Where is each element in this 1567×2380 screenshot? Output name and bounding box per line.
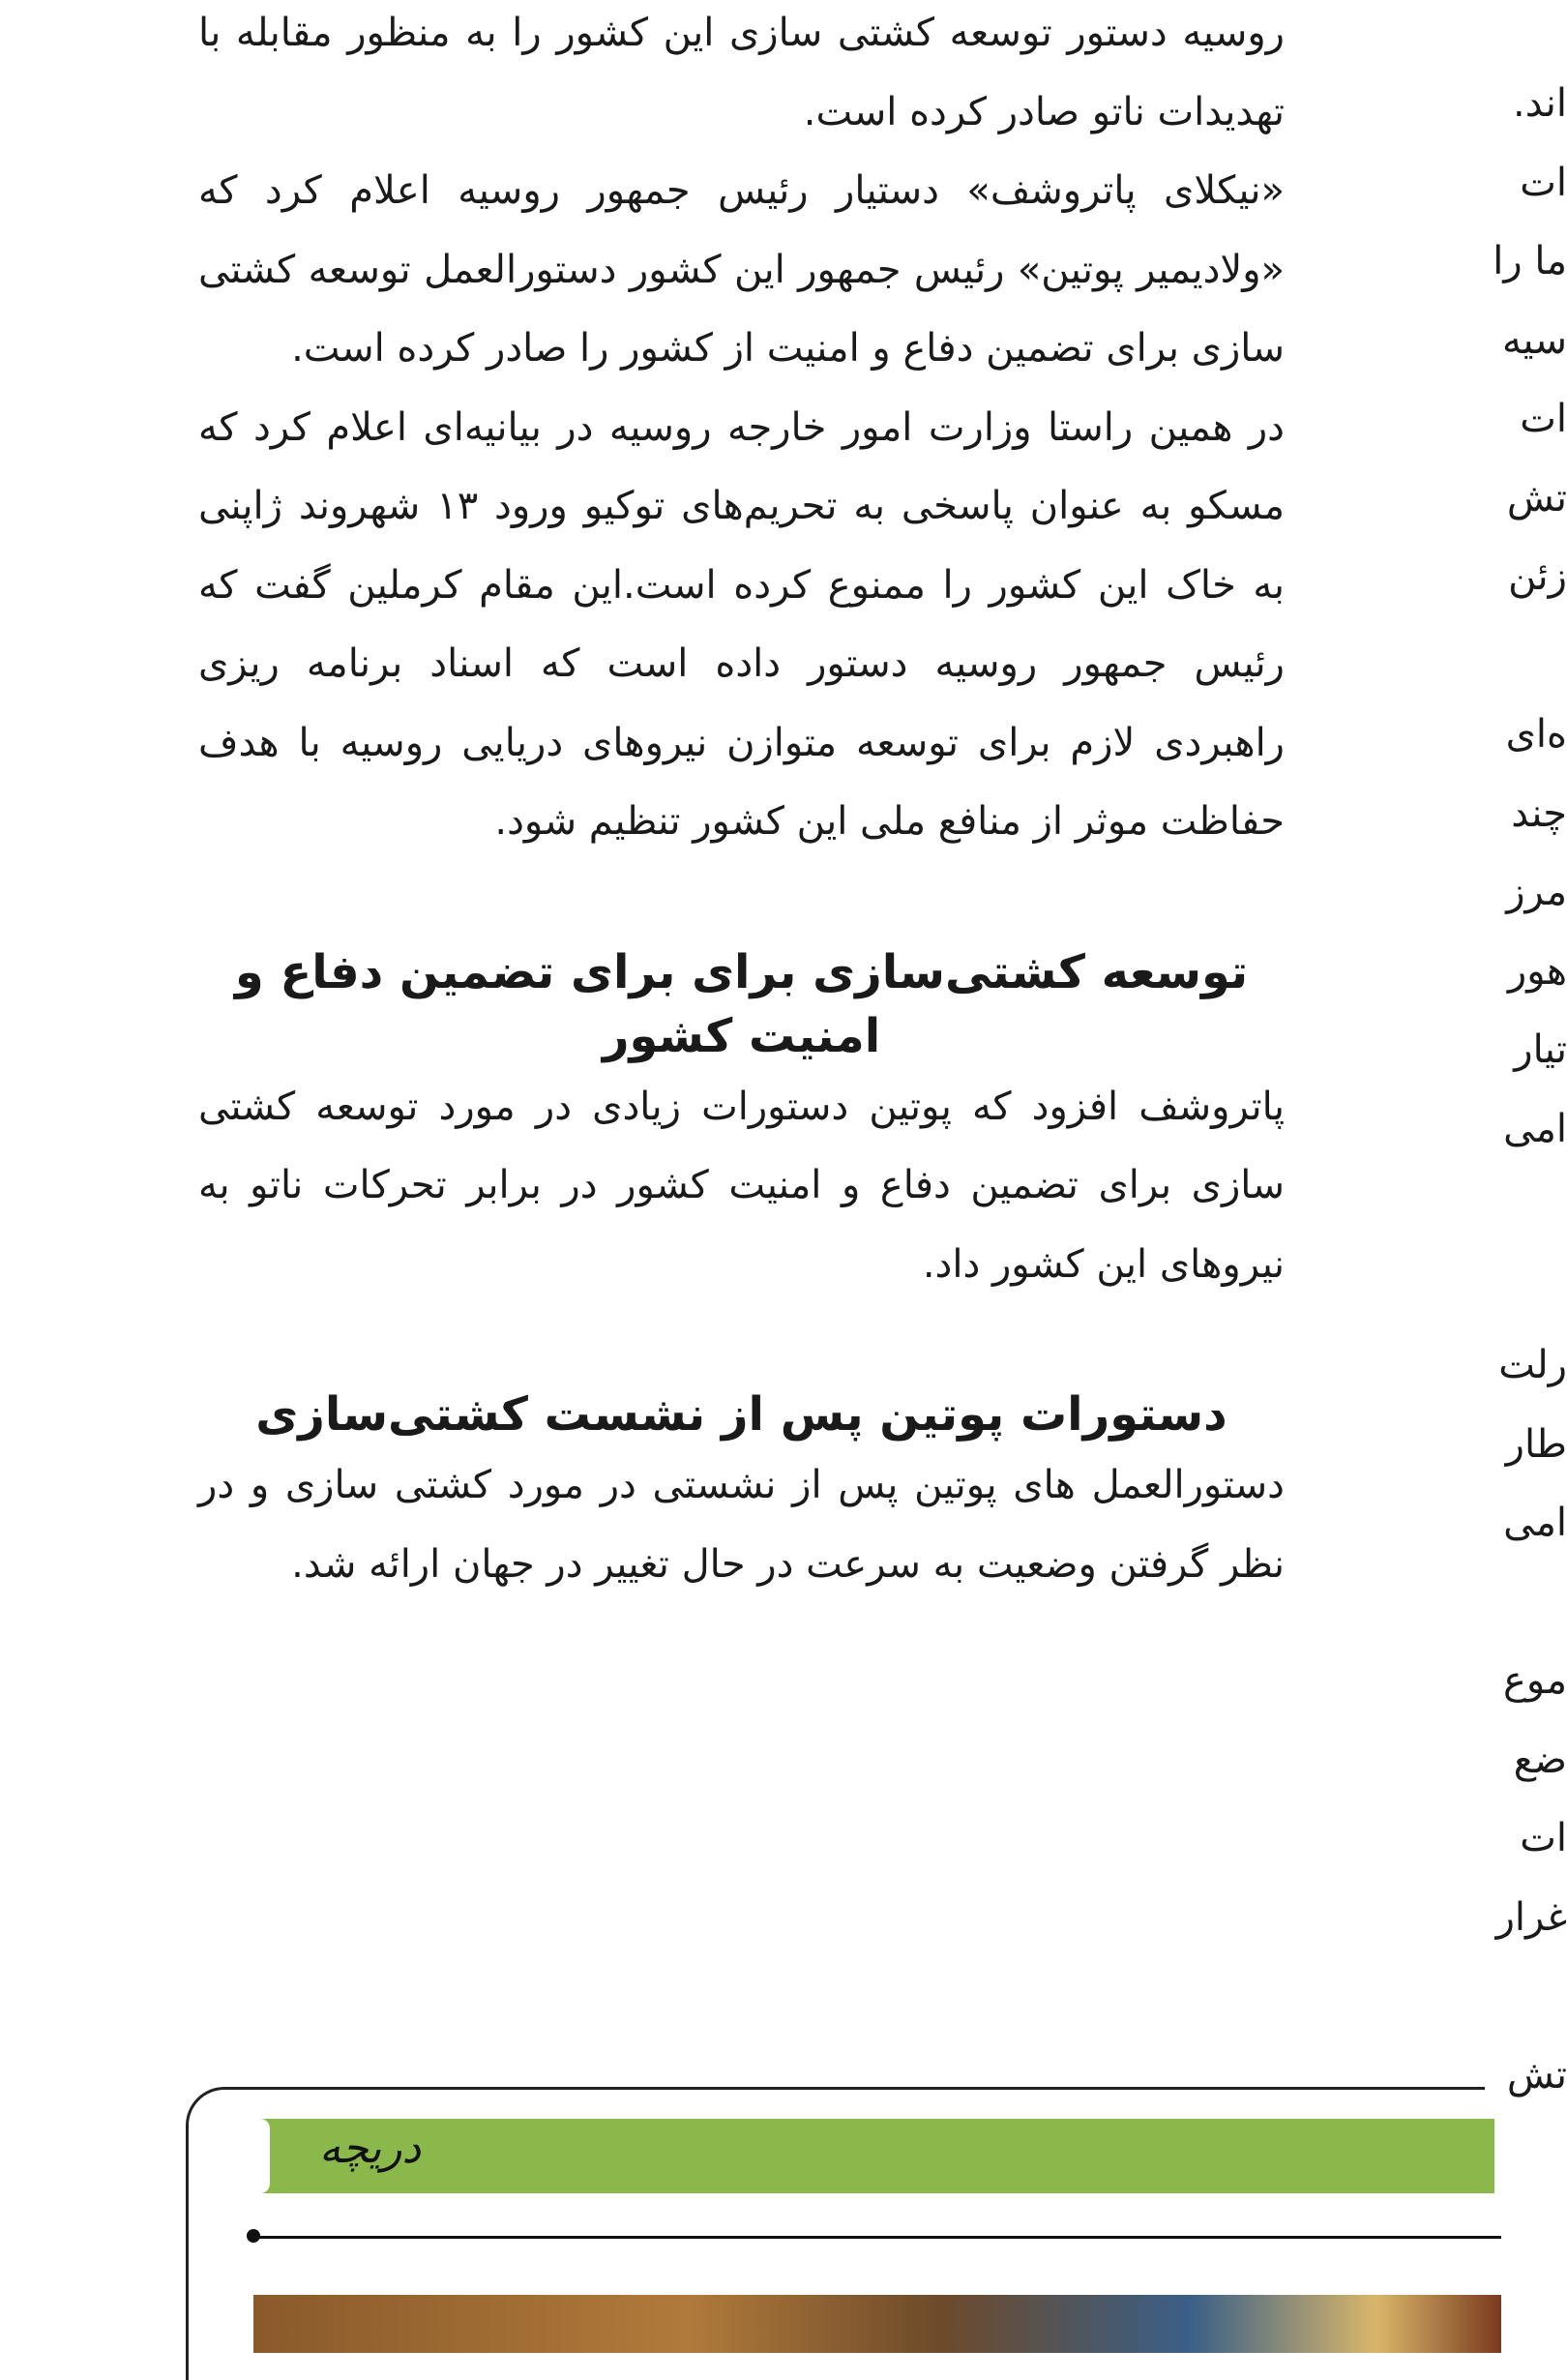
sidebar-box-divider (253, 2236, 1501, 2239)
right-column-fragment: موع (1503, 1658, 1567, 1703)
right-column-fragment: زئن (1508, 554, 1567, 599)
article-paragraph-2: «نیکلای پاتروشف» دستیار رئیس جمهور روسیه اعلام کرد که «ولادیمیر پوتین» رئیس جمهور این کشور دستورالعمل توسعه کشتی سازی برای تضمین دفاع و امنیت از کشور را صادر کرده است. (198, 168, 1285, 371)
article-paragraph-1: روسیه دستور توسعه کشتی سازی این کشور را به منظور مقابله با تهدیدات ناتو صادر کرده است. (198, 11, 1285, 134)
sidebar-box-label: دریچه (319, 2124, 422, 2173)
right-column-fragment (1374, 1248, 1567, 1327)
sidebar-box-banner (256, 2119, 1494, 2193)
right-column-fragment: چند (1511, 790, 1567, 836)
right-column-fragment: طار (1505, 1421, 1567, 1467)
right-column-fragment (1374, 617, 1567, 697)
divider-dot (247, 2229, 260, 2243)
right-column-fragment: ما را (1493, 239, 1567, 283)
right-column-fragment: ات (1520, 1816, 1567, 1860)
right-column-fragment: ات (1520, 160, 1567, 205)
right-column-fragment: اند. (1513, 81, 1567, 126)
right-column-fragment: سیه (1501, 317, 1567, 363)
article-paragraph-3: در همین راستا وزارت امور خارجه روسیه در بیانیه‌ای اعلام کرد که مسکو به عنوان پاسخی به تحریم‌های توکیو ورود ۱۳ شهروند ژاپنی به خاک این کشور را ممنوع کرده است.این مقام کرملین گفت که رئیس جمهور روسیه دستور داده است که اسناد برنامه ریزی راهبردی لازم برای توسعه متوازن نیروهای دریایی روسیه با هدف حفاظت موثر از منافع ملی این کشور تنظیم شود. (198, 404, 1285, 844)
right-column-fragment: امی (1503, 1106, 1567, 1151)
right-column-fragment: رلت (1498, 1343, 1567, 1387)
banner-notch (256, 2119, 270, 2193)
right-column-fragment: مرز (1506, 870, 1567, 914)
right-column-fragment (1374, 1169, 1567, 1248)
right-column-fragment: غرار (1495, 1894, 1567, 1940)
right-column-fragment (1374, 1563, 1567, 1643)
adjacent-column-fragment (1374, 65, 1567, 2115)
right-column-fragment: ات (1520, 397, 1567, 441)
right-column-fragment: امی (1503, 1501, 1567, 1545)
sidebar-box-photo (253, 2295, 1501, 2353)
section-heading-1: توسعه کشتی‌سازی برای برای تضمین دفاع و امنیت کشور (234, 944, 1249, 1063)
right-column-fragment: تیار (1514, 1027, 1567, 1072)
right-column-fragment: ه‌ای (1505, 712, 1567, 757)
right-column-fragment: هور (1507, 948, 1567, 994)
right-column-fragment (1374, 1957, 1567, 2037)
article-paragraph-4: پاتروشف افزود که پوتین دستورات زیادی در مورد توسعه کشتی سازی برای تضمین دفاع و امنیت کشور در برابر تحرکات ناتو به نیروهای این کشور داد. (198, 1084, 1285, 1287)
right-column-fragment: تش (1506, 2052, 1567, 2097)
right-column-fragment: ضع (1513, 1737, 1567, 1782)
section-heading-2: دستورات پوتین پس از نشست کشتی‌سازی (255, 1387, 1227, 1442)
main-article-column (198, 0, 1285, 1604)
right-column-fragment: تش (1506, 475, 1567, 521)
article-paragraph-5: دستورالعمل های پوتین پس از نشستی در مورد کشتی سازی و در نظر گرفتن وضعیت به سرعت در حال تغییر در جهان ارائه شد. (198, 1463, 1285, 1587)
